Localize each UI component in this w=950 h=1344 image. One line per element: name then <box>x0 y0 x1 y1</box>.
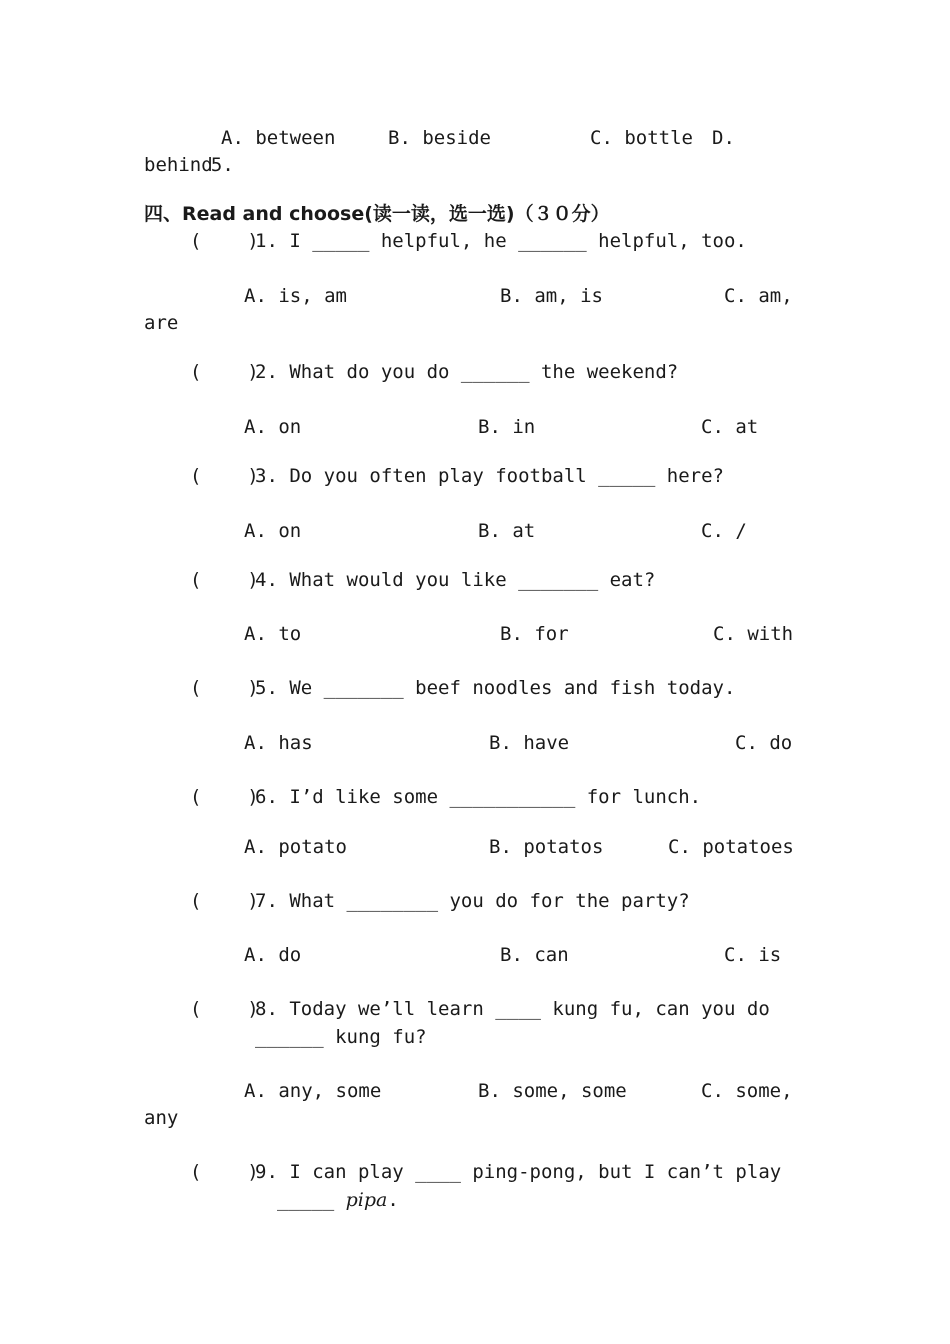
q6-option-b: B. potatos <box>489 836 604 858</box>
q3-option-a: A. on <box>244 520 302 542</box>
question-3-stem: 3. Do you often play football _____ here? <box>255 465 724 487</box>
prev-q5-number: 5. <box>210 154 234 176</box>
q8-option-a: A. any, some <box>244 1080 382 1102</box>
answer-paren-1[interactable]: ( ) <box>190 230 259 252</box>
q4-option-b: B. for <box>500 623 569 645</box>
question-2-stem: 2. What do you do ______ the weekend? <box>255 361 679 383</box>
section-4-title: 四、Read and choose(读一读，选一选)（３０分） <box>144 203 610 225</box>
q6-option-a: A. potato <box>244 836 347 858</box>
q3-option-c: C. / <box>701 520 747 542</box>
q9-blank: _____ <box>277 1189 346 1211</box>
prev-q5-option-a: A. between <box>221 127 336 149</box>
question-9-stem-wrap <box>277 1187 399 1214</box>
q8-option-c: C. some, <box>701 1080 793 1102</box>
question-5-stem: 5. We _______ beef noodles and fish today. <box>255 677 736 699</box>
q4-option-c: C. with <box>713 623 794 645</box>
answer-paren-8[interactable]: ( ) <box>190 998 259 1020</box>
q8-option-b: B. some, some <box>478 1080 627 1102</box>
question-8-stem-wrap: ______ kung fu? <box>255 1026 427 1048</box>
q7-option-b: B. can <box>500 944 569 966</box>
prev-q5-option-d: D. <box>712 127 735 149</box>
q9-period: . <box>387 1189 399 1211</box>
prev-q5-option-c: C. bottle <box>590 127 693 149</box>
q9-italic-word: pipa <box>345 1189 388 1211</box>
q6-option-c: C. potatoes <box>668 836 794 858</box>
prev-q5-option-b: B. beside <box>388 127 491 149</box>
answer-paren-7[interactable]: ( ) <box>190 890 259 912</box>
answer-paren-2[interactable]: ( ) <box>190 361 259 383</box>
q5-option-a: A. has <box>244 732 313 754</box>
question-7-stem: 7. What ________ you do for the party? <box>255 890 690 912</box>
q5-option-c: C. do <box>735 732 793 754</box>
q5-option-b: B. have <box>489 732 570 754</box>
q1-option-b: B. am, is <box>500 285 603 307</box>
question-9-stem: 9. I can play ____ ping-pong, but I can’t play <box>255 1161 782 1183</box>
question-1-stem: 1. I _____ helpful, he ______ helpful, too. <box>255 230 747 252</box>
q2-option-c: C. at <box>701 416 759 438</box>
q1-option-c: C. am, <box>724 285 793 307</box>
answer-paren-9[interactable]: ( ) <box>190 1161 259 1183</box>
answer-paren-6[interactable]: ( ) <box>190 786 259 808</box>
q1-option-a: A. is, am <box>244 285 347 307</box>
q7-option-c: C. is <box>724 944 782 966</box>
answer-paren-4[interactable]: ( ) <box>190 569 259 591</box>
question-4-stem: 4. What would you like _______ eat? <box>255 569 656 591</box>
q3-option-b: B. at <box>478 520 536 542</box>
q2-option-a: A. on <box>244 416 302 438</box>
q7-option-a: A. do <box>244 944 302 966</box>
q4-option-a: A. to <box>244 623 302 645</box>
question-8-stem: 8. Today we’ll learn ____ kung fu, can you do <box>255 998 770 1020</box>
q8-option-c-wrap: any <box>144 1107 179 1129</box>
prev-q5-option-d-wrap: behind <box>144 154 213 176</box>
q2-option-b: B. in <box>478 416 536 438</box>
answer-paren-5[interactable]: ( ) <box>190 677 259 699</box>
question-6-stem: 6. I’d like some ___________ for lunch. <box>255 786 702 808</box>
answer-paren-3[interactable]: ( ) <box>190 465 259 487</box>
q1-option-c-wrap: are <box>144 312 179 334</box>
